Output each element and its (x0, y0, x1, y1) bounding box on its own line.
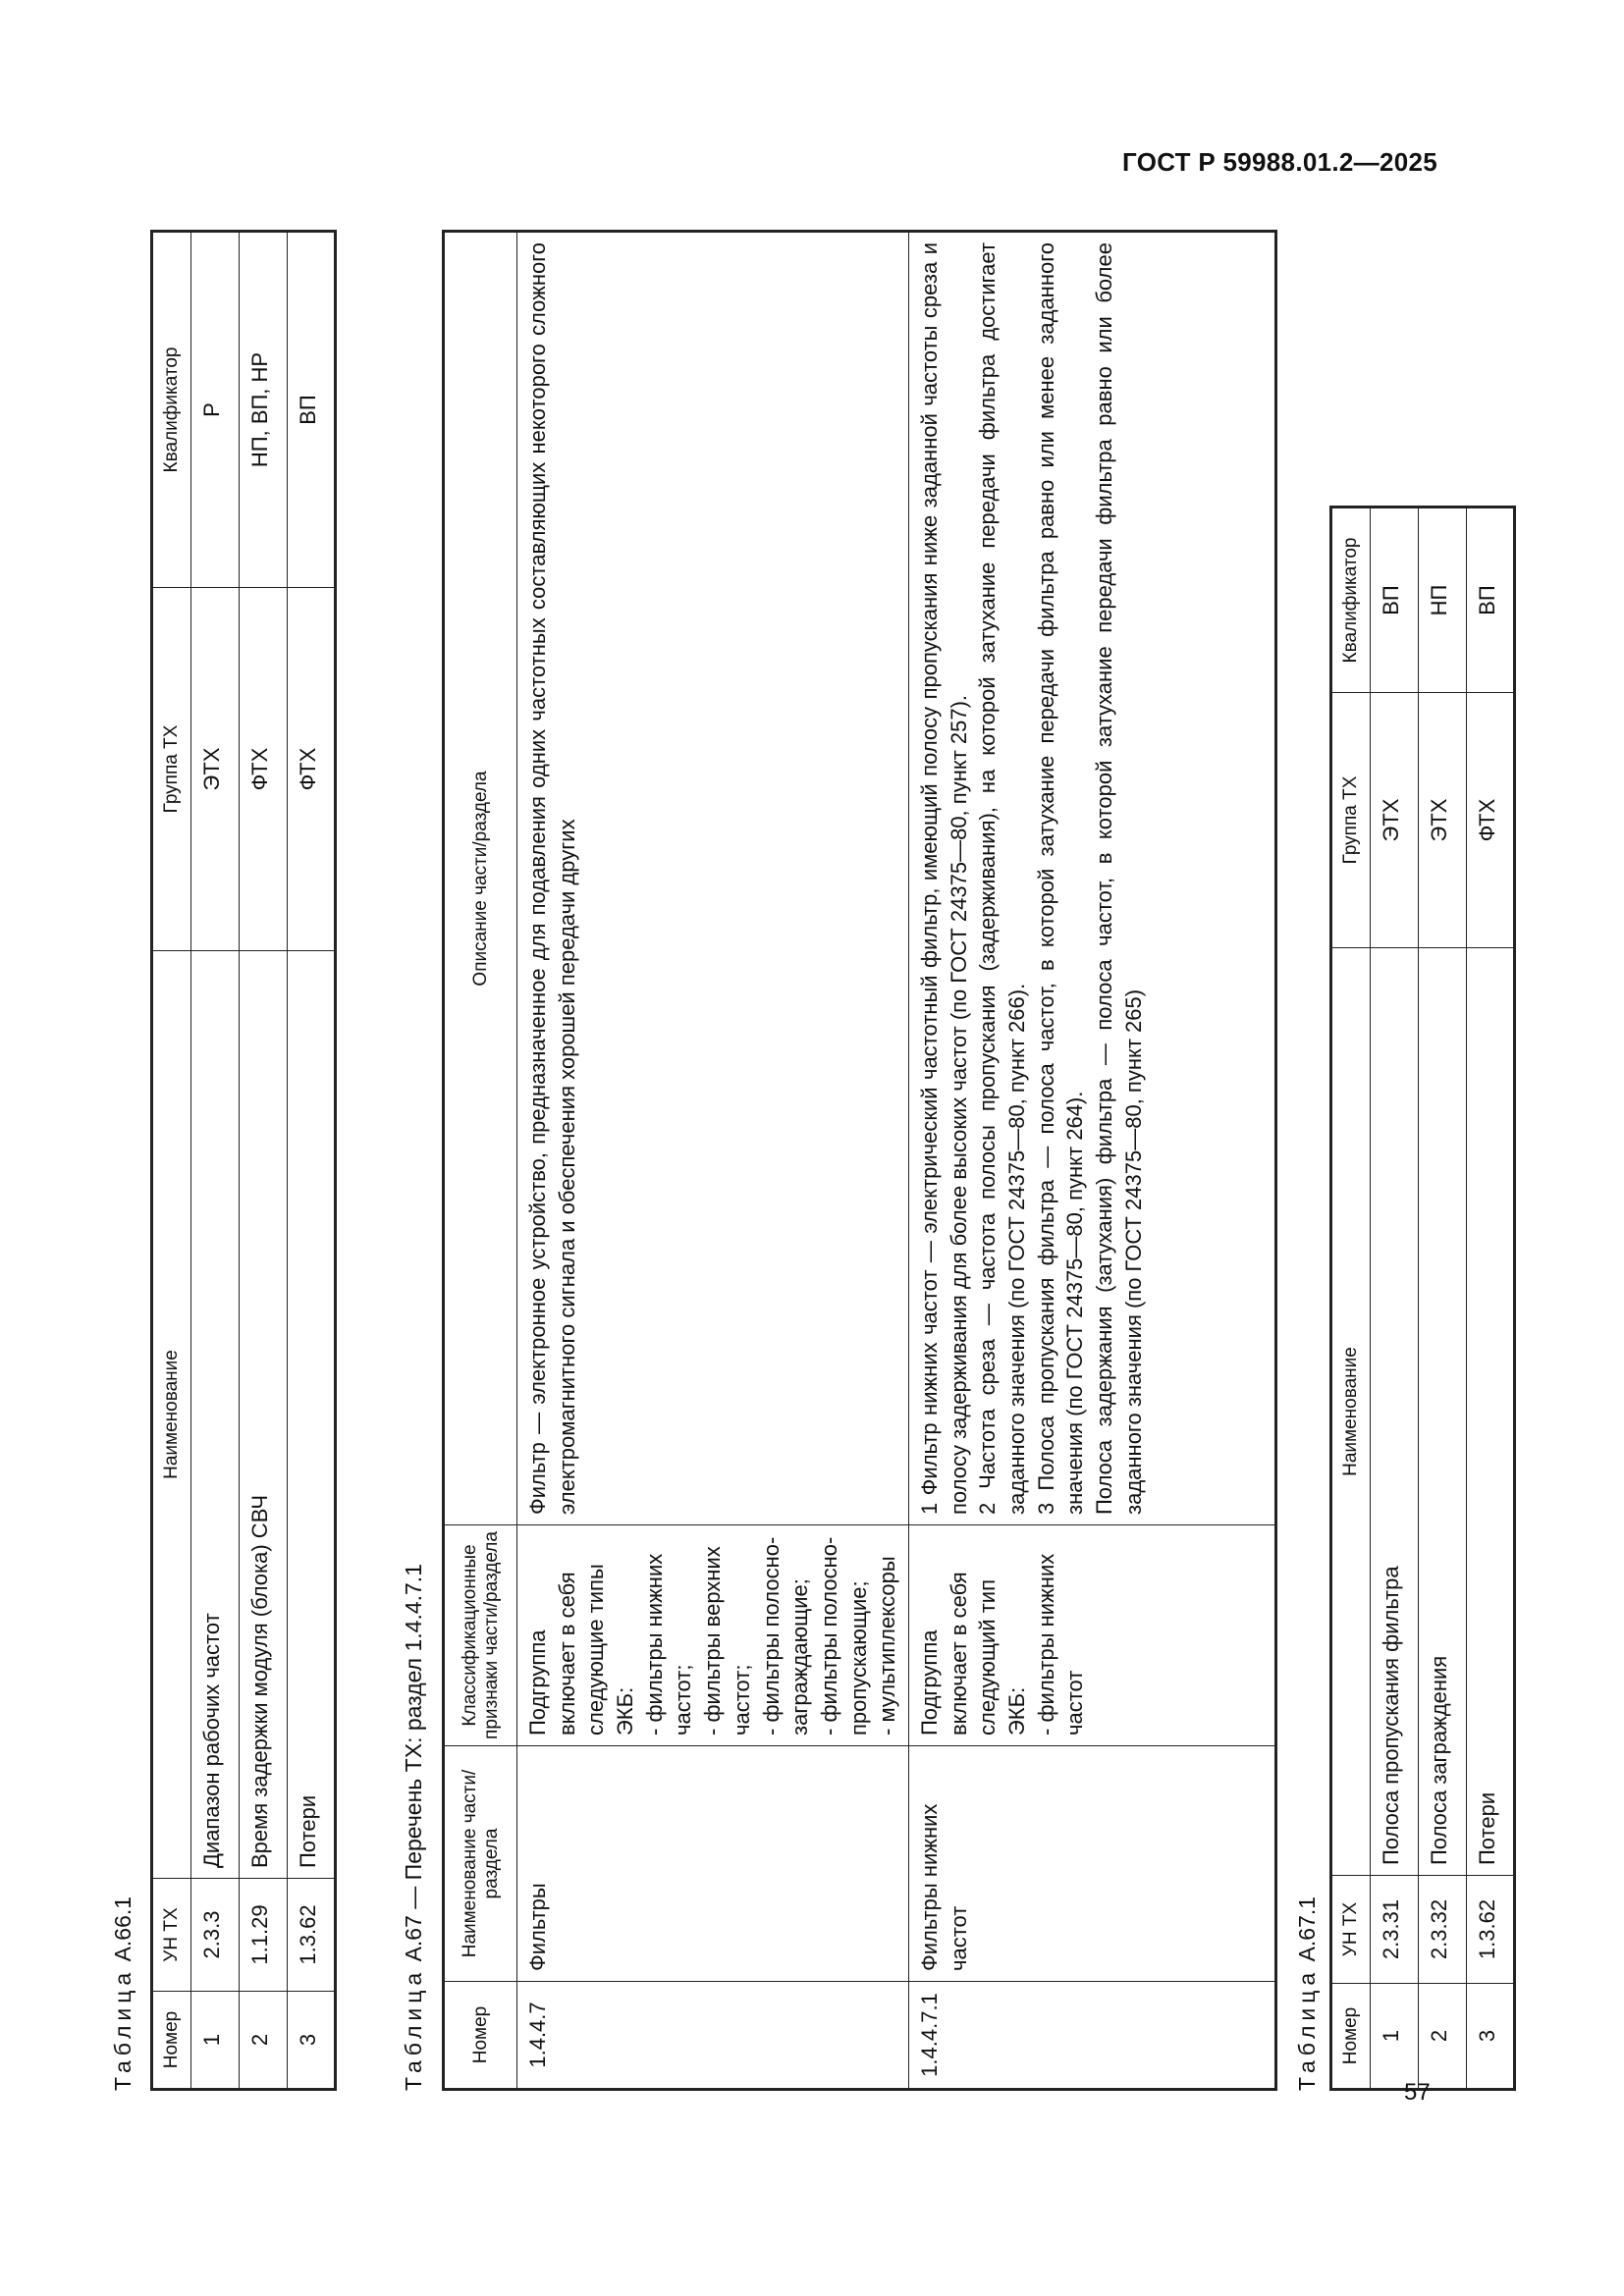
cell-group: ЭТХ (191, 588, 240, 951)
caption-title: — Перечень ТХ: раздел 1.4.4.7.1 (401, 1564, 426, 1909)
table-a671 (1329, 506, 1516, 2091)
cell-group: ЭТХ (1371, 693, 1419, 948)
cell-name: Полоса заграждения (1419, 948, 1467, 1876)
cell-qualifier: ВП (1467, 507, 1515, 693)
table-row (1371, 507, 1419, 2090)
cell-number: 1 (1371, 1984, 1419, 2090)
cell-qualifier: ВП (1371, 507, 1419, 693)
cell-number: 3 (1467, 1984, 1515, 2090)
table-row (240, 232, 288, 2090)
cell-number: 1.4.4.7.1 (908, 1982, 1275, 2090)
table-header-row (152, 232, 191, 2090)
col-header-number: Номер (444, 1982, 517, 2090)
cell-code: 2.3.31 (1371, 1876, 1419, 1984)
cell-group: ФТХ (288, 588, 336, 951)
cell-name: Полоса пропускания фильтра (1371, 948, 1419, 1876)
table-row (191, 232, 240, 2090)
table-header-row (1331, 507, 1371, 2090)
table-a67-caption (401, 1564, 427, 2091)
col-header-code: УН ТХ (1331, 1876, 1371, 1984)
col-header-part-name: Наименование части/раздела (444, 1746, 517, 1982)
col-header-qualifier: Квалификатор (1331, 507, 1371, 693)
col-header-group: Группа ТХ (152, 588, 191, 951)
col-header-number: Номер (152, 1992, 191, 2090)
cell-name: Время задержки модуля (блока) СВЧ (240, 951, 288, 1879)
table-a671-caption (1294, 1896, 1321, 2091)
cell-name: Диапазон рабочих частот (191, 951, 240, 1879)
cell-code: 1.3.62 (1467, 1876, 1515, 1984)
table-row (908, 232, 1275, 2090)
cell-name: Потери (288, 951, 336, 1879)
cell-name: Потери (1467, 948, 1515, 1876)
table-header-row (444, 232, 517, 2090)
col-header-qualifier: Квалификатор (152, 232, 191, 588)
col-header-description: Описание части/раздела (444, 232, 517, 1525)
cell-description: 1 Фильтр нижних частот — электрический частотный фильтр, имеющий полосу пропускания ниже заданной частоты среза и полосу задерживания для более высоких частот (по ГОСТ 24375—80, пункт 257). 2 Частота среза — частота полосы пропускания (задерживания), на которой затухание передачи фильтра достигает заданного значения (по ГОСТ 24375—80, пункт 266). 3 Полоса пропускания фильтра — полоса частот, в которой затухание передачи фильтра равно или менее заданного значения (по ГОСТ 24375—80, пункт 264). Полоса задержания (затухания) фильтра — полоса частот, в которой затухание передачи фильтра равно или более заданного значения (по ГОСТ 24375—80, пункт 265) (908, 232, 1275, 1525)
col-header-name: Наименование (152, 951, 191, 1879)
cell-qualifier: НП, ВП, НР (240, 232, 288, 588)
page-number: 57 (1404, 2079, 1431, 2106)
table-row (1419, 507, 1467, 2090)
cell-code: 1.3.62 (288, 1879, 336, 1992)
cell-part-name: Фильтры нижних частот (908, 1746, 1275, 1982)
cell-group: ФТХ (1467, 693, 1515, 948)
table-row (1467, 507, 1515, 2090)
cell-number: 2 (1419, 1984, 1467, 2090)
table-a661 (150, 230, 337, 2091)
landscape-content (108, 226, 1499, 2091)
document-header: ГОСТ Р 59988.01.2—2025 (1122, 147, 1437, 177)
caption-prefix: Таблица (401, 1967, 426, 2091)
cell-qualifier: ВП (288, 232, 336, 588)
cell-features: Подгруппа включает в себя следующие типы ЭКБ: - фильтры нижних частот; - фильтры верхних частот; - фильтры полосно-заграждающие; - фильтры полосно-пропускающие; - мультиплексоры (517, 1525, 909, 1746)
cell-group: ФТХ (240, 588, 288, 951)
cell-code: 1.1.29 (240, 1879, 288, 1992)
cell-group: ЭТХ (1419, 693, 1467, 948)
table-a67 (442, 230, 1277, 2091)
col-header-name: Наименование (1331, 948, 1371, 1876)
cell-qualifier: НП (1419, 507, 1467, 693)
cell-part-name: Фильтры (517, 1746, 909, 1982)
caption-prefix: Таблица (110, 1967, 135, 2091)
cell-qualifier: Р (191, 232, 240, 588)
table-a661-caption (110, 1896, 136, 2091)
cell-code: 2.3.3 (191, 1879, 240, 1992)
caption-prefix: Таблица (1294, 1967, 1320, 2091)
col-header-code: УН ТХ (152, 1879, 191, 1992)
cell-number: 3 (288, 1992, 336, 2090)
caption-id: А.66.1 (110, 1896, 135, 1962)
caption-id: А.67.1 (1294, 1896, 1320, 1962)
table-row (517, 232, 909, 2090)
col-header-features: Классификационные признаки части/раздела (444, 1525, 517, 1746)
cell-number: 2 (240, 1992, 288, 2090)
col-header-number: Номер (1331, 1984, 1371, 2090)
col-header-group: Группа ТХ (1331, 693, 1371, 948)
cell-features: Подгруппа включает в себя следующий тип ЭКБ: - фильтры нижних частот (908, 1525, 1275, 1746)
caption-id: А.67 (401, 1915, 426, 1962)
cell-number: 1.4.4.7 (517, 1982, 909, 2090)
cell-number: 1 (191, 1992, 240, 2090)
cell-code: 2.3.32 (1419, 1876, 1467, 1984)
cell-description: Фильтр — электронное устройство, предназначенное для подавления одних частотных составляющих некоторого сложного электромагнитного сигнала и обеспечения хорошей передачи других (517, 232, 909, 1525)
table-row (288, 232, 336, 2090)
